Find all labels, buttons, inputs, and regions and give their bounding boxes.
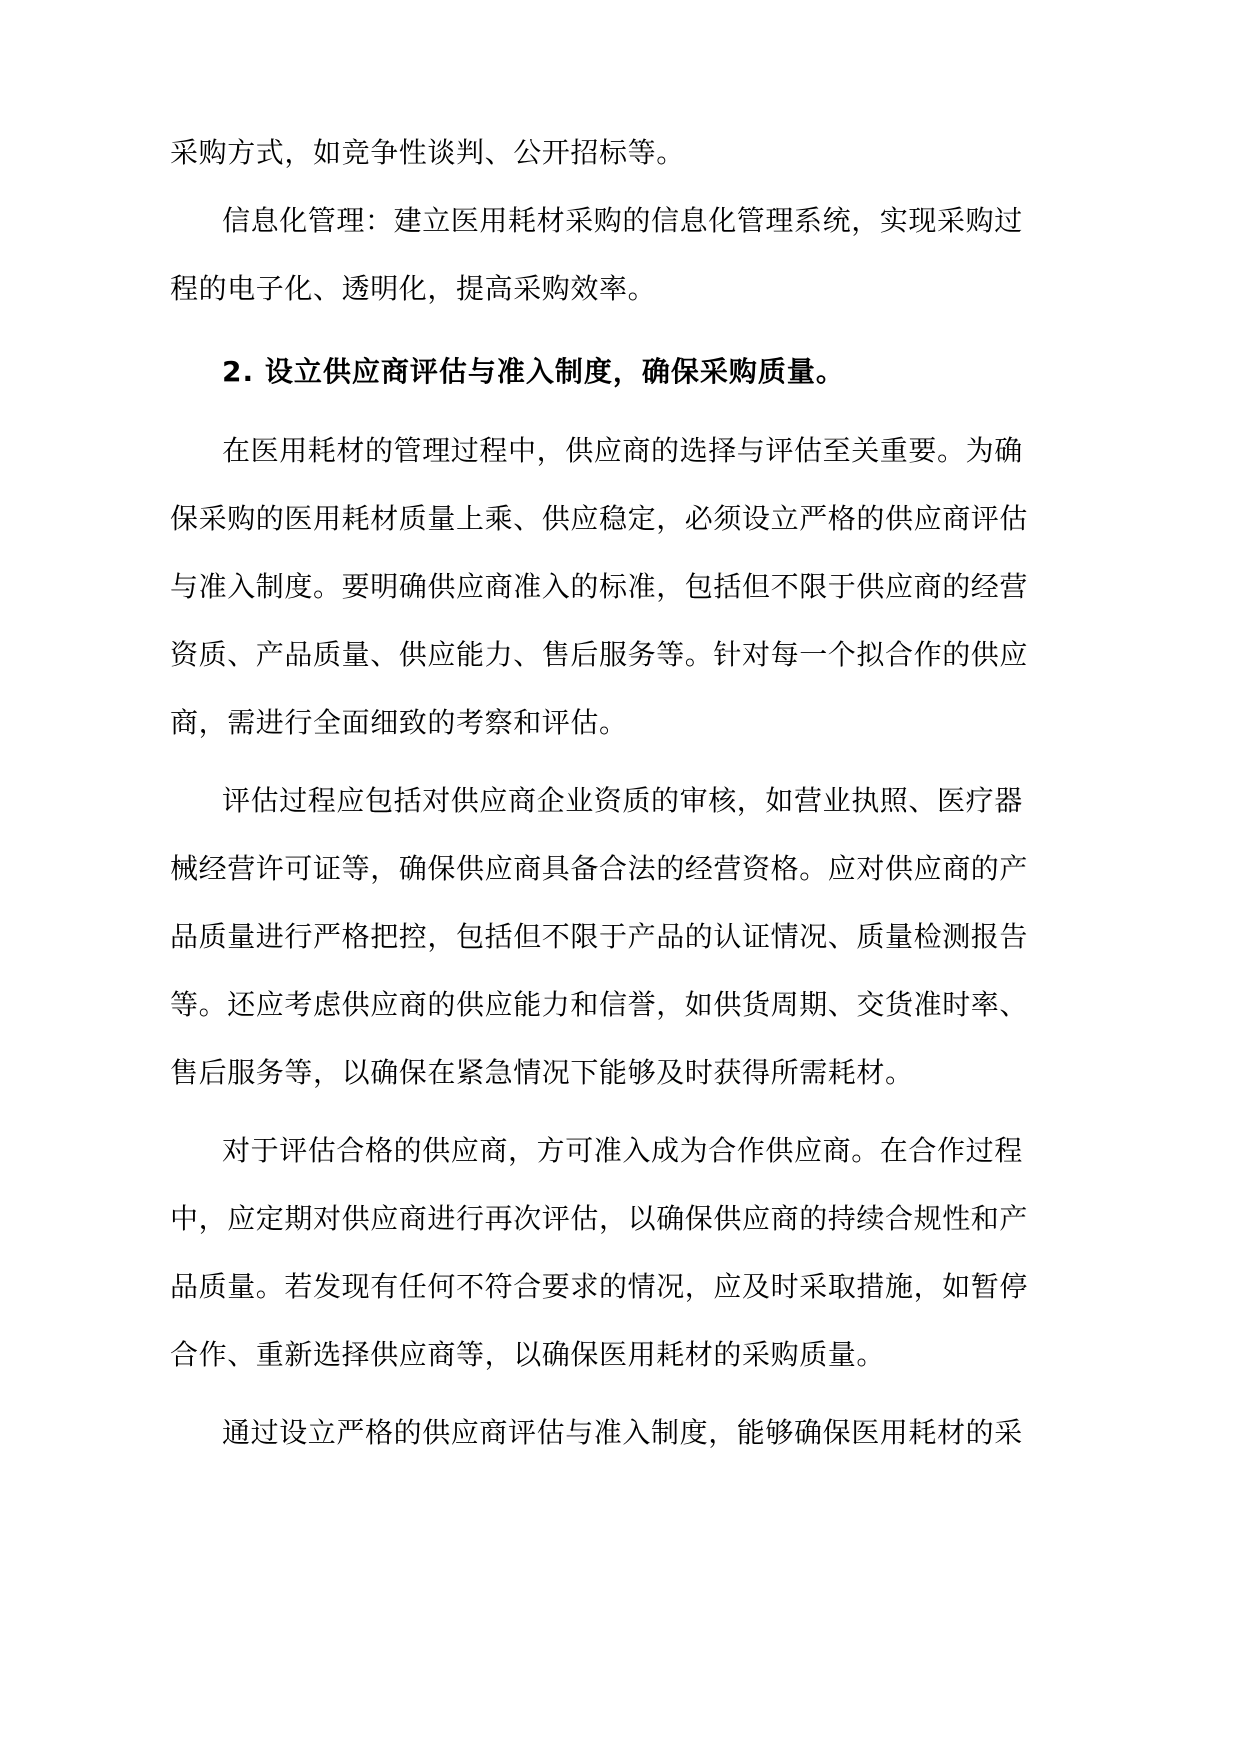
body-text-line: 资质、产品质量、供应能力、售后服务等。针对每一个拟合作的供应 [170,638,1029,671]
body-text-line: 通过设立严格的供应商评估与准入制度，能够确保医用耗材的采 [222,1416,1023,1449]
body-text-line: 与准入制度。要明确供应商准入的标准，包括但不限于供应商的经营 [170,570,1029,603]
body-text-line: 等。还应考虑供应商的供应能力和信誉，如供货周期、交货准时率、 [170,988,1029,1021]
body-text-line: 中，应定期对供应商进行再次评估，以确保供应商的持续合规性和产 [170,1202,1029,1235]
body-text-line: 商，需进行全面细致的考察和评估。 [170,706,628,739]
body-text-line: 信息化管理：建立医用耗材采购的信息化管理系统，实现采购过 [222,204,1023,237]
body-text-line: 合作、重新选择供应商等，以确保医用耗材的采购质量。 [170,1338,886,1371]
body-text-line: 品质量进行严格把控，包括但不限于产品的认证情况、质量检测报告 [170,920,1029,953]
body-text-line: 在医用耗材的管理过程中，供应商的选择与评估至关重要。为确 [222,434,1023,467]
section-heading: 2. 设立供应商评估与准入制度，确保采购质量。 [222,355,845,388]
body-text-line: 程的电子化、透明化，提高采购效率。 [170,272,657,305]
body-text-line: 保采购的医用耗材质量上乘、供应稳定，必须设立严格的供应商评估 [170,502,1029,535]
body-text-line: 对于评估合格的供应商，方可准入成为合作供应商。在合作过程 [222,1134,1023,1167]
body-text-line: 采购方式，如竞争性谈判、公开招标等。 [170,136,685,169]
body-text-line: 械经营许可证等，确保供应商具备合法的经营资格。应对供应商的产 [170,852,1029,885]
body-text-line: 品质量。若发现有任何不符合要求的情况，应及时采取措施，如暂停 [170,1270,1029,1303]
body-text-line: 售后服务等，以确保在紧急情况下能够及时获得所需耗材。 [170,1056,914,1089]
body-text-line: 评估过程应包括对供应商企业资质的审核，如营业执照、医疗器 [222,784,1023,817]
